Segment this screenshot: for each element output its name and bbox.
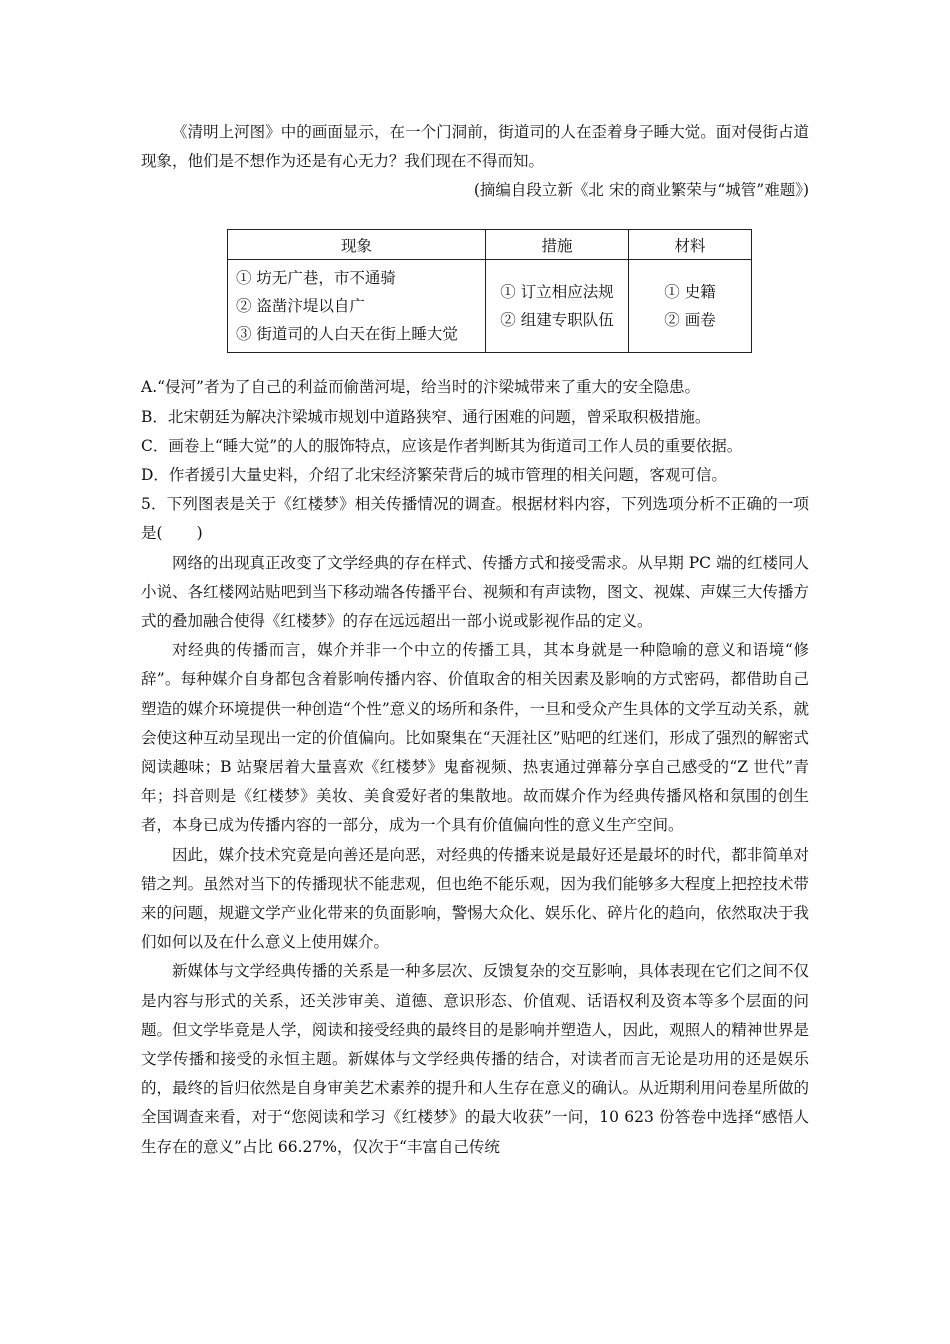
table-cell-line: ② 盗凿汴堤以自广 (236, 297, 365, 316)
question-5-stem: 5．下列图表是关于《红楼梦》相关传播情况的调查。根据材料内容，下列选项分析不正确的一项是( (141, 495, 809, 543)
table-cell-materials (629, 260, 752, 353)
passage-paragraph: 《清明上河图》中的画面显示，在一个门洞前，街道司的人在歪着身子睡大觉。面对侵街占道现象，他们是不想作为还是有心无力？我们现在不得而知。 (141, 123, 809, 171)
table-cell-phenomenon (228, 260, 486, 353)
table-header-materials: 材料 (629, 230, 752, 260)
option-b: B．北宋朝廷为解决汴梁城市规划中道路狭窄、通行困难的问题，曾采取积极措施。 (141, 407, 711, 426)
option-d: D．作者援引大量史料，介绍了北宋经济繁荣背后的城市管理的相关问题，客观可信。 (141, 466, 727, 485)
table-cell-line: ② 画卷 (664, 311, 716, 330)
article-paragraph-3: 因此，媒介技术究竟是向善还是向恶，对经典的传播来说是最好还是最坏的时代，都非简单对错之判。虽然对当下的传播现状不能悲观，但也绝不能乐观，因为我们能够多大程度上把控技术带来的问题，规避文学产业化带来的负面影响，警惕大众化、娱乐化、碎片化的趋向，依然取决于我们如何以及在什么意义上使用媒介。 (141, 845, 809, 952)
question-5-close: ) (196, 524, 203, 543)
article-paragraph-1: 网络的出现真正改变了文学经典的存在样式、传播方式和接受需求。从早期 PC 端的红楼同人小说、各红楼网站贴吧到当下移动端各传播平台、视频和有声读物，图文、视媒、声媒三大传播方式的叠加融合使得《红楼梦》的存在远远超出一部小说或影视作品的定义。 (141, 553, 809, 631)
table-header-phenomenon: 现象 (228, 230, 486, 260)
table-cell-line: ① 史籍 (664, 283, 716, 302)
passage-source: (摘编自段立新《北 宋的商业繁荣与“城管”难题》) (473, 181, 809, 200)
table-cell-line: ① 坊无广巷，市不通骑 (236, 269, 396, 288)
article-paragraph-2: 对经典的传播而言，媒介并非一个中立的传播工具，其本身就是一种隐喻的意义和语境“修辞”。每种媒介自身都包含着影响传播内容、价值取舍的相关因素及影响的方式密码，都借助自己塑造的媒介环境提供一种创造“个性”意义的场所和条件，一旦和受众产生具体的文学互动关系，就会使这种互动呈现出一定的价值偏向。比如聚集在“天涯社区”贴吧的红迷们，形成了强烈的解密式阅读趣味；B 站聚居着大量喜欢《红楼梦》鬼畜视频、热衷通过弹幕分享自己感受的“Z 世代”青年；抖音则是《红楼梦》美妆、美食爱好者的集散地。故而媒介作为经典传播风格和氛围的创生者，本身已成为传播内容的一部分，成为一个具有价值偏向性的意义生产空间。 (141, 641, 809, 835)
option-a: A.“侵河”者为了自己的利益而偷凿河堤，给当时的汴梁城带来了重大的安全隐患。 (141, 378, 700, 397)
option-c: C．画卷上“睡大觉”的人的服饰特点，应该是作者判断其为街道司工作人员的重要依据。 (141, 436, 743, 455)
article-paragraph-4: 新媒体与文学经典传播的关系是一种多层次、反馈复杂的交互影响，具体表现在它们之间不仅是内容与形式的关系，还关涉审美、道德、意识形态、价值观、话语权利及资本等多个层面的问题。但文学毕竟是人学，阅读和接受经典的最终目的是影响并塑造人，因此，观照人的精神世界是文学传播和接受的永恒主题。新媒体与文学经典传播的结合，对读者而言无论是功用的还是娱乐的，最终的旨归依然是自身审美艺术素养的提升和人生存在意义的确认。从近期利用问卷星所做的全国调查来看，对于“您阅读和学习《红楼梦》的最大收获”一问，10 623 份答卷中选择“感悟人生存在的意义”占比 66.27%，仅次于“丰富自己传统 (141, 962, 809, 1156)
table-cell-measures (486, 260, 629, 353)
table-row (228, 260, 752, 353)
table-cell-line: ② 组建专职队伍 (500, 311, 614, 330)
summary-table (227, 229, 752, 353)
table-cell-line: ③ 街道司的人白天在街上睡大觉 (236, 325, 458, 344)
table-header-measures: 措施 (486, 230, 629, 260)
table-header-row (228, 230, 752, 260)
document-page (141, 118, 809, 1162)
table-cell-line: ① 订立相应法规 (500, 283, 614, 302)
question-5 (141, 490, 809, 548)
